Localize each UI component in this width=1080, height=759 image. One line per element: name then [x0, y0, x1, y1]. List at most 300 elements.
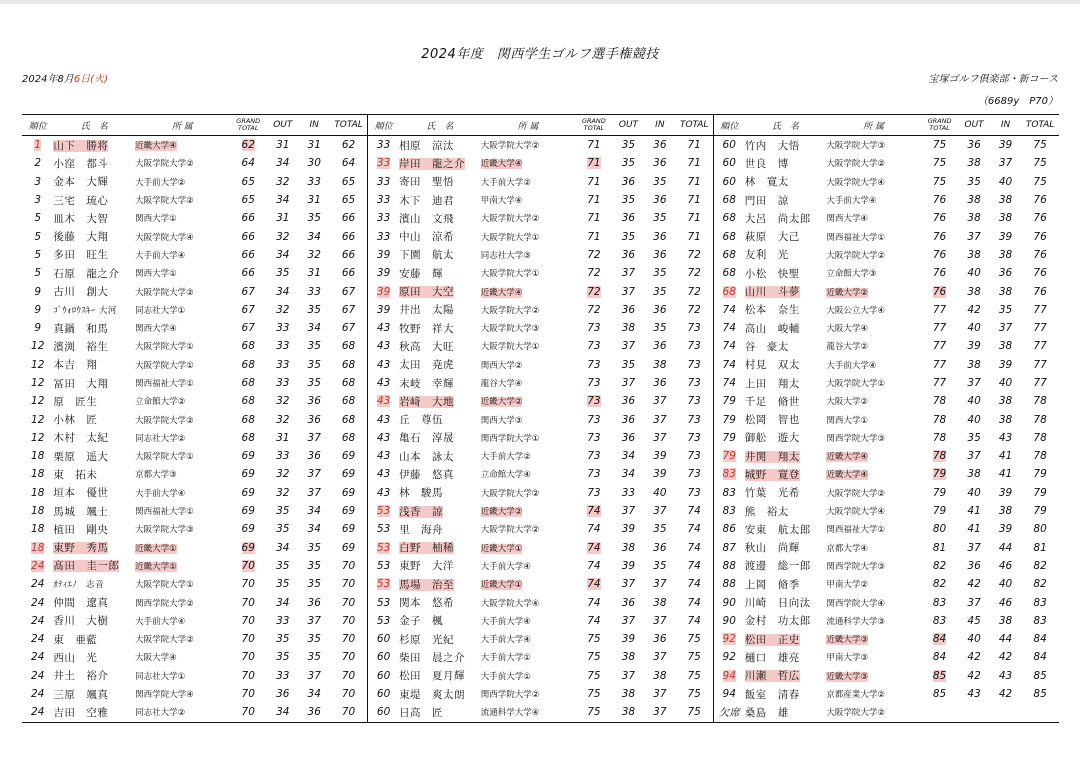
- in-score-cell: 36: [653, 194, 667, 207]
- rank-cell: 33: [376, 175, 391, 188]
- rank-cell: 12: [31, 358, 45, 371]
- in-score-cell: 35: [653, 322, 667, 335]
- grand-total-cell: 74: [587, 596, 601, 609]
- in-score-cell: 37: [653, 688, 667, 701]
- rank-cell: 24: [31, 633, 45, 646]
- grand-total-cell: 62: [241, 139, 255, 152]
- player-name-cell: 皿木 大智: [53, 212, 109, 225]
- col-header-out: OUT: [958, 115, 989, 136]
- grand-total-cell: 71: [587, 212, 601, 225]
- rank-cell: 60: [722, 175, 736, 188]
- rank-cell: 欠席: [713, 703, 744, 722]
- rank-cell: 33: [376, 139, 391, 152]
- rank-cell: 43: [376, 358, 391, 371]
- player-name-cell: 末岐 幸輝: [399, 377, 455, 390]
- total-score-cell: 84: [1033, 651, 1047, 664]
- in-score-cell: 37: [653, 578, 667, 591]
- in-score-cell: 34: [307, 523, 321, 536]
- total-score-cell: 74: [676, 575, 714, 593]
- out-score-cell: 41: [967, 523, 981, 536]
- rank-cell: 53: [376, 596, 391, 609]
- grand-total-cell: 77: [932, 340, 947, 353]
- player-name-cell: 山川 斗夢: [744, 286, 800, 299]
- player-name-cell: 仲間 遼真: [53, 597, 109, 610]
- player-name-cell: 上田 翔太: [744, 377, 800, 390]
- in-score-cell: 42: [998, 651, 1013, 664]
- rank-cell: 18: [31, 450, 45, 463]
- total-score-cell: 72: [676, 246, 714, 264]
- total-score-cell: 70: [330, 575, 368, 593]
- grand-total-cell: 76: [932, 248, 947, 261]
- rank-cell: 79: [722, 395, 736, 408]
- out-score-cell: 38: [967, 248, 981, 261]
- in-score-cell: 41: [998, 450, 1013, 463]
- out-score-cell: 31: [276, 431, 290, 444]
- grand-total-cell: 73: [587, 358, 601, 371]
- grand-total-cell: 76: [932, 230, 947, 243]
- player-name-cell: 丘 尊伍: [399, 414, 444, 427]
- affiliation-cell: 大手前大学①: [480, 671, 531, 682]
- total-score-cell: 73: [676, 337, 714, 355]
- affiliation-cell: 甲南大学②: [826, 580, 869, 591]
- rank-cell: 53: [376, 505, 391, 518]
- total-score-cell: 76: [1033, 230, 1047, 243]
- in-score-cell: 36: [653, 248, 667, 261]
- player-name-cell: 垣本 優世: [53, 487, 109, 500]
- total-score-cell: 70: [330, 630, 368, 648]
- player-name-cell: 伊藤 悠真: [399, 468, 455, 481]
- in-score-cell: 35: [307, 358, 321, 371]
- grand-total-cell: 74: [587, 541, 601, 554]
- grand-total-cell: 70: [241, 651, 255, 664]
- affiliation-cell: 大阪学院大学①: [135, 360, 194, 371]
- grand-total-cell: 77: [932, 358, 947, 371]
- player-name-cell: 里 海舟: [399, 523, 444, 536]
- out-score-cell: 36: [967, 139, 981, 152]
- player-name-cell: 中山 涼希: [399, 231, 455, 244]
- affiliation-cell: 近畿大学④: [135, 141, 177, 152]
- player-name-cell: 小窪 都斗: [53, 157, 109, 170]
- affiliation-cell: 甲南大学③: [826, 653, 869, 664]
- grand-total-cell: 77: [932, 377, 947, 389]
- player-name-cell: 亀石 淳晟: [399, 432, 455, 445]
- player-name-cell: 門田 諒: [744, 194, 789, 207]
- page-title: 2024年度 関西学生ゴルフ選手権競技: [421, 47, 659, 62]
- grand-total-cell: 70: [241, 614, 255, 627]
- out-score-cell: 34: [276, 157, 290, 170]
- player-name-cell: 東 亜藍: [53, 633, 98, 646]
- grand-total-cell: 73: [587, 340, 601, 353]
- out-score-cell: [958, 703, 989, 722]
- out-score-cell: 35: [276, 633, 290, 646]
- out-score-cell: 39: [621, 559, 636, 572]
- total-score-cell: 73: [676, 410, 714, 428]
- rank-cell: 86: [722, 523, 736, 536]
- total-score-cell: 70: [330, 612, 368, 630]
- player-name-cell: 井出 太陽: [399, 304, 455, 317]
- out-score-cell: 35: [276, 651, 290, 664]
- in-score-cell: 37: [653, 614, 667, 627]
- affiliation-cell: 大阪大学②: [826, 397, 869, 408]
- player-name-cell: 古川 創大: [53, 286, 109, 299]
- in-score-cell: 36: [307, 413, 321, 426]
- in-score-cell: 31: [307, 194, 321, 207]
- player-name-cell: 本吉 翔: [53, 359, 98, 372]
- affiliation-cell: 大阪学院大学②: [826, 159, 886, 170]
- rank-cell: 74: [722, 340, 736, 353]
- grand-total-cell: 70: [241, 578, 255, 591]
- player-name-cell: 後藤 大翔: [53, 231, 109, 244]
- player-name-cell: ｵﾃｨｴﾉ 志音: [53, 580, 105, 591]
- affiliation-cell: 大手前大学②: [135, 177, 186, 188]
- total-score-cell: 72: [676, 301, 714, 319]
- grand-total-cell: 72: [587, 267, 601, 280]
- affiliation-cell: 京都大学④: [826, 543, 869, 554]
- in-score-cell: 40: [998, 377, 1013, 389]
- player-name-cell: 萩原 大己: [744, 231, 800, 244]
- player-name-cell: 吉田 空雅: [53, 703, 135, 722]
- rank-cell: 79: [722, 431, 736, 444]
- grand-total-cell: 69: [241, 468, 255, 481]
- rank-cell: 88: [722, 578, 736, 591]
- rank-cell: 68: [722, 285, 736, 298]
- out-score-cell: 34: [276, 596, 290, 609]
- affiliation-cell: 大手前大学④: [135, 488, 186, 499]
- grand-total-cell: 83: [932, 596, 947, 609]
- player-name-cell: 柴田 晨之介: [399, 651, 466, 664]
- in-score-cell: 35: [998, 303, 1013, 316]
- grand-total-cell: 71: [587, 230, 601, 243]
- in-score-cell: 38: [998, 248, 1013, 261]
- total-score-cell: 74: [676, 557, 714, 575]
- out-score-cell: 34: [621, 468, 636, 481]
- in-score-cell: 36: [307, 450, 321, 463]
- total-score-cell: 66: [330, 227, 368, 245]
- out-score-cell: 32: [276, 230, 290, 243]
- total-score-cell: 68: [330, 410, 368, 428]
- rank-cell: 24: [31, 578, 45, 591]
- grand-total-cell: 83: [932, 614, 947, 627]
- rank-cell: 53: [376, 523, 391, 536]
- player-name-cell: 白野 柚稀: [399, 542, 455, 555]
- out-score-cell: 37: [621, 377, 636, 389]
- rank-cell: 33: [376, 157, 391, 170]
- table-row: [22, 630, 1059, 648]
- out-score-cell: 34: [621, 450, 636, 463]
- total-score-cell: 74: [676, 520, 714, 538]
- affiliation-cell: 大阪学院大学②: [135, 415, 194, 426]
- total-score-cell: 73: [676, 465, 714, 483]
- grand-total-cell: 68: [241, 431, 255, 444]
- total-score-cell: 77: [1033, 340, 1047, 353]
- player-name-cell: 林 寛太: [744, 176, 789, 189]
- affiliation-cell: 関西学院大学①: [480, 433, 540, 444]
- grand-total-cell: 73: [587, 395, 601, 408]
- grand-total-cell: 69: [241, 450, 255, 463]
- in-score-cell: 37: [653, 413, 667, 426]
- total-score-cell: 71: [676, 191, 714, 209]
- total-score-cell: 72: [676, 282, 714, 300]
- grand-total-cell: 85: [932, 669, 947, 682]
- in-score-cell: 34: [307, 230, 321, 243]
- table-row: [22, 447, 1059, 465]
- affiliation-cell: 立命館大学②: [135, 397, 186, 408]
- in-score-cell: 36: [653, 541, 667, 554]
- player-name-cell: 村見 双太: [744, 359, 800, 372]
- in-score-cell: 37: [653, 395, 667, 408]
- grand-total-cell: 70: [241, 688, 255, 701]
- affiliation-cell: 大阪学院大学②: [480, 214, 540, 225]
- player-name-cell: 馬場 治至: [399, 578, 455, 591]
- affiliation-cell: 近畿大学④: [826, 452, 869, 463]
- total-score-cell: 77: [1033, 303, 1047, 316]
- player-name-cell: 岸田 龍之介: [399, 157, 466, 170]
- rank-cell: 1: [34, 139, 42, 152]
- grand-total-cell: [921, 703, 959, 722]
- affiliation-cell: 大阪学院大学②: [826, 250, 886, 261]
- in-score-cell: 34: [307, 505, 321, 518]
- rank-cell: 68: [722, 194, 736, 207]
- total-score-cell: 76: [1033, 212, 1047, 225]
- table-row: [22, 593, 1059, 611]
- total-score-cell: 79: [1033, 468, 1047, 481]
- event-date-day: 6日(火): [73, 74, 108, 85]
- total-score-cell: 74: [676, 593, 714, 611]
- affiliation-cell: 大阪公立大学④: [826, 305, 886, 316]
- grand-total-cell: 75: [932, 175, 947, 188]
- rank-cell: 5: [34, 212, 42, 225]
- table-row: [22, 392, 1059, 410]
- rank-cell: 9: [34, 285, 42, 298]
- player-name-cell: 木下 迪君: [399, 194, 455, 207]
- player-name-cell: 香川 大樹: [53, 615, 109, 628]
- affiliation-cell: 大阪学院大学①: [135, 580, 194, 591]
- out-score-cell: 38: [967, 285, 981, 298]
- table-row: [22, 319, 1059, 337]
- out-score-cell: 39: [621, 633, 636, 646]
- affiliation-cell: 近畿大学③: [826, 671, 869, 682]
- affiliation-cell: 大阪学院大学②: [135, 635, 194, 646]
- col-header-grand-total: GRAND TOTAL: [575, 115, 613, 136]
- out-score-cell: 33: [276, 358, 290, 371]
- total-score-cell: 80: [1033, 523, 1047, 536]
- rank-cell: 60: [376, 651, 391, 664]
- grand-total-cell: 73: [587, 413, 601, 426]
- total-score-cell: 70: [330, 557, 368, 575]
- out-score-cell: 40: [967, 267, 981, 280]
- out-score-cell: 37: [967, 596, 981, 609]
- grand-total-cell: 66: [241, 267, 255, 280]
- grand-total-cell: 78: [932, 395, 947, 408]
- out-score-cell: 37: [621, 505, 636, 518]
- affiliation-cell: 近畿大学④: [480, 287, 523, 298]
- affiliation-cell: 近畿大学①: [480, 543, 523, 554]
- rank-cell: 9: [34, 303, 42, 316]
- total-score-cell: 78: [1033, 450, 1047, 463]
- in-score-cell: 34: [307, 322, 321, 335]
- rank-cell: 18: [31, 505, 45, 518]
- out-score-cell: 42: [967, 669, 981, 682]
- player-name-cell: 浅香 諒: [399, 505, 444, 518]
- rank-cell: 43: [376, 486, 391, 499]
- player-name-cell: 井関 翔太: [744, 450, 800, 463]
- in-score-cell: 44: [998, 541, 1013, 554]
- grand-total-cell: 66: [241, 212, 255, 225]
- total-score-cell: 75: [1033, 157, 1047, 170]
- in-score-cell: 35: [307, 303, 321, 316]
- player-name-cell: ｺﾞｳｫﾛｳｽｷｰ 大河: [53, 305, 117, 316]
- in-score-cell: 39: [998, 523, 1013, 536]
- in-score-cell: 35: [653, 523, 667, 536]
- col-header-affiliation: 所 属: [826, 115, 920, 136]
- out-score-cell: 38: [967, 194, 981, 207]
- player-name-cell: 松田 夏月輝: [399, 670, 466, 683]
- col-header-in: IN: [644, 115, 675, 136]
- total-score-cell: 77: [1033, 377, 1047, 389]
- out-score-cell: 32: [276, 175, 290, 188]
- out-score-cell: 38: [621, 688, 636, 701]
- col-header-total: TOTAL: [330, 115, 368, 136]
- in-score-cell: 38: [998, 194, 1013, 207]
- affiliation-cell: 大阪学院大学①: [480, 232, 540, 243]
- in-score-cell: [990, 703, 1021, 722]
- in-score-cell: 35: [653, 267, 667, 280]
- player-name-cell: 秋高 大旺: [399, 340, 455, 353]
- rank-cell: 24: [31, 614, 45, 627]
- player-name-cell: 安東 航太郎: [744, 523, 811, 536]
- grand-total-cell: 75: [587, 651, 601, 664]
- affiliation-cell: 関西福祉大学①: [135, 379, 194, 389]
- out-score-cell: 36: [621, 303, 636, 316]
- out-score-cell: 38: [967, 358, 981, 371]
- player-name-cell: 植田 剛央: [53, 523, 109, 536]
- table-row: [22, 154, 1059, 172]
- player-name-cell: 髙田 圭一郎: [53, 560, 120, 573]
- table-row: [22, 465, 1059, 483]
- col-header-affiliation: 所 属: [481, 115, 575, 136]
- player-name-cell: 寄田 聖悟: [399, 176, 455, 189]
- affiliation-cell: 大阪学院大学②: [826, 703, 920, 722]
- total-score-cell: 76: [1033, 248, 1047, 261]
- out-score-cell: 40: [967, 633, 981, 646]
- affiliation-cell: 大阪学院大学④: [826, 177, 886, 188]
- out-score-cell: 35: [621, 230, 636, 243]
- out-score-cell: 33: [276, 340, 290, 353]
- col-header-rank: 順位: [368, 115, 399, 136]
- grand-total-cell: 84: [932, 651, 947, 664]
- rank-cell: 60: [376, 688, 391, 701]
- total-score-cell: 71: [676, 227, 714, 245]
- rank-cell: 3: [34, 194, 42, 207]
- in-score-cell: 40: [998, 578, 1013, 591]
- rank-cell: 68: [722, 248, 736, 261]
- affiliation-cell: 大阪学院大学②: [135, 287, 194, 298]
- table-row: [22, 227, 1059, 245]
- total-score-cell: 67: [330, 282, 368, 300]
- grand-total-cell: 74: [587, 578, 601, 591]
- out-score-cell: 37: [621, 614, 636, 627]
- rank-cell: 60: [368, 703, 399, 722]
- rank-cell: 92: [722, 651, 736, 664]
- in-score-cell: 36: [998, 267, 1013, 280]
- affiliation-cell: 大手前大学④: [480, 561, 531, 572]
- player-name-cell: 世良 博: [744, 157, 789, 170]
- rank-cell: 90: [722, 596, 736, 609]
- in-score-cell: 35: [307, 212, 321, 225]
- rank-cell: 79: [722, 413, 736, 426]
- total-score-cell: 75: [676, 630, 714, 648]
- col-header-total: TOTAL: [676, 115, 714, 136]
- rank-cell: 43: [376, 340, 391, 353]
- affiliation-cell: 関西大学④: [135, 324, 177, 335]
- grand-total-cell: 69: [241, 541, 255, 554]
- in-score-cell: 34: [307, 688, 321, 701]
- event-date-month: 2024年8月: [22, 74, 74, 85]
- player-name-cell: 松岡 智也: [744, 414, 800, 427]
- affiliation-cell: 大阪学院大学②: [480, 141, 540, 152]
- rank-cell: 74: [722, 303, 736, 316]
- total-score-cell: 75: [676, 667, 714, 685]
- rank-cell: 24: [31, 596, 45, 609]
- out-score-cell: 39: [967, 340, 981, 353]
- total-score-cell: 79: [1033, 486, 1047, 499]
- affiliation-cell: 大手前大学④: [135, 616, 186, 627]
- out-score-cell: 35: [621, 358, 636, 371]
- player-name-cell: 栗原 遥大: [53, 450, 109, 463]
- out-score-cell: 34: [267, 703, 298, 722]
- player-name-cell: 牧野 祥大: [399, 322, 455, 335]
- player-name-cell: 日高 匠: [399, 703, 481, 722]
- rank-cell: 39: [376, 285, 391, 298]
- total-score-cell: 70: [330, 648, 368, 666]
- rank-cell: 18: [31, 523, 45, 536]
- out-score-cell: 38: [967, 157, 981, 170]
- rank-cell: 24: [31, 559, 45, 572]
- rank-cell: 43: [376, 431, 391, 444]
- player-name-cell: 樋口 雄亮: [744, 651, 800, 664]
- affiliation-cell: 大阪学院大学④: [480, 598, 540, 609]
- grand-total-cell: 78: [932, 431, 947, 444]
- affiliation-cell: 大阪学院大学①: [480, 269, 540, 280]
- table-row: [22, 703, 1059, 722]
- grand-total-cell: 84: [932, 633, 947, 646]
- in-score-cell: 38: [998, 212, 1013, 225]
- table-row: [22, 648, 1059, 666]
- player-name-cell: 石原 龍之介: [53, 267, 120, 280]
- out-score-cell: 37: [967, 377, 981, 389]
- table-row: [22, 429, 1059, 447]
- grand-total-cell: 81: [932, 541, 947, 554]
- rank-cell: 24: [31, 669, 45, 682]
- rank-cell: 60: [722, 139, 736, 152]
- total-score-cell: 68: [330, 356, 368, 374]
- in-score-cell: 31: [307, 139, 321, 152]
- affiliation-cell: 同志社大学②: [135, 433, 186, 444]
- grand-total-cell: 70: [241, 596, 255, 609]
- player-name-cell: 熊 裕太: [744, 505, 789, 518]
- table-row: [22, 374, 1059, 392]
- out-score-cell: 36: [967, 559, 981, 572]
- player-name-cell: 上岡 脩季: [744, 578, 800, 591]
- affiliation-cell: 関西福祉大学①: [826, 232, 886, 243]
- affiliation-cell: 龍谷大学②: [826, 342, 869, 353]
- out-score-cell: 32: [276, 413, 290, 426]
- grand-total-cell: 70: [241, 633, 255, 646]
- in-score-cell: 38: [653, 358, 667, 371]
- total-score-cell: 82: [1033, 559, 1047, 572]
- rank-cell: 60: [376, 633, 391, 646]
- total-score-cell: 73: [676, 356, 714, 374]
